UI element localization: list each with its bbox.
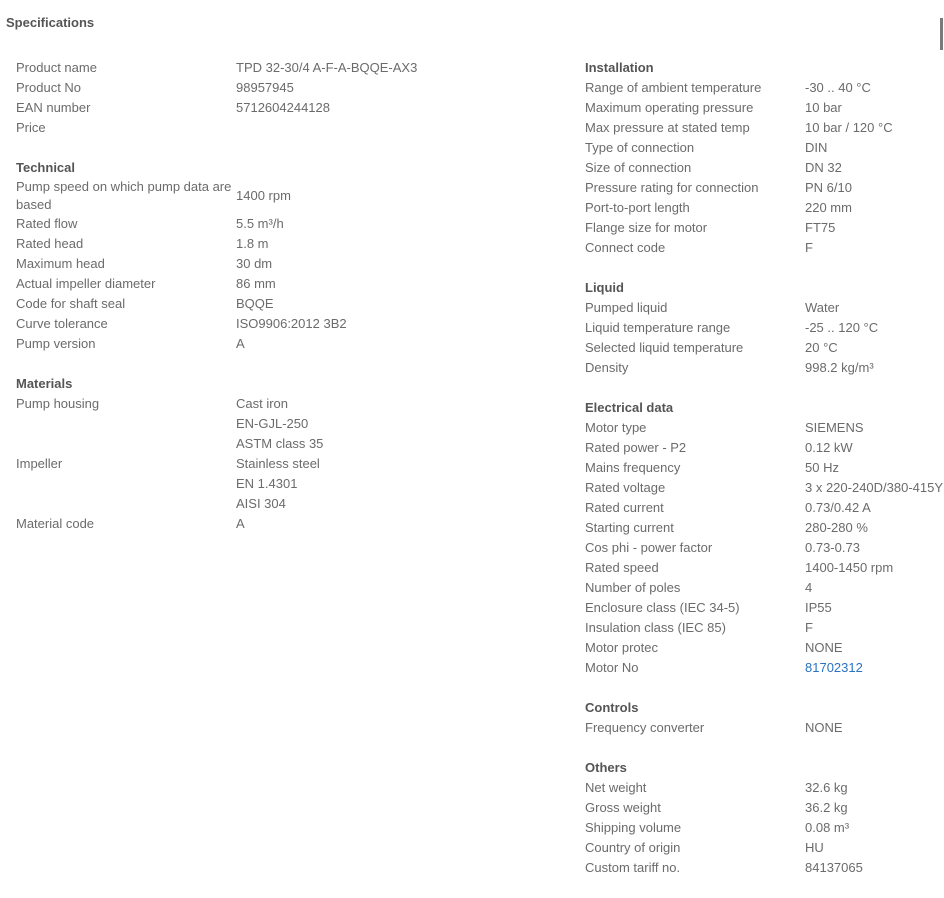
spec-label: Motor No	[585, 660, 639, 675]
motor-no-link[interactable]: 81702312	[805, 660, 863, 675]
spec-row	[585, 238, 944, 258]
technical-section	[16, 158, 556, 354]
spec-value: SIEMENS	[805, 420, 864, 435]
spec-value: BQQE	[236, 296, 274, 311]
spec-label: Motor protec	[585, 640, 658, 655]
section-title-others: Others	[585, 760, 627, 775]
spec-value: NONE	[805, 720, 843, 735]
spec-value: -30 .. 40 °C	[805, 80, 871, 95]
material-line: Cast iron	[236, 396, 289, 411]
spec-row	[585, 358, 944, 378]
spec-row	[585, 718, 944, 738]
spec-value: 10 bar	[805, 100, 842, 115]
spec-label: Starting current	[585, 520, 674, 535]
material-line: EN 1.4301	[236, 476, 298, 491]
spec-value: 32.6 kg	[805, 780, 848, 795]
spec-label: Size of connection	[585, 160, 692, 175]
spec-value: 98957945	[236, 80, 294, 95]
section-title-technical: Technical	[16, 160, 76, 175]
spec-row	[585, 838, 944, 858]
spec-value: F	[805, 620, 813, 635]
general-section	[16, 58, 556, 138]
spec-value: -25 .. 120 °C	[805, 320, 879, 335]
spec-value: 84137065	[805, 860, 863, 875]
right-column	[585, 58, 944, 898]
spec-value: Water	[805, 300, 840, 315]
section-title-liquid: Liquid	[585, 280, 624, 295]
spec-label: Liquid temperature range	[585, 320, 731, 335]
spec-label: Product No	[16, 80, 82, 95]
spec-value: DIN	[805, 140, 828, 155]
spec-value	[236, 394, 556, 454]
spec-row	[585, 558, 944, 578]
spec-row-impeller	[16, 454, 556, 514]
spec-row-material-code	[16, 514, 556, 534]
spec-value: ISO9906:2012 3B2	[236, 316, 347, 331]
spec-value: F	[805, 240, 813, 255]
spec-row	[585, 138, 944, 158]
spec-value: TPD 32-30/4 A-F-A-BQQE-AX3	[236, 60, 418, 75]
spec-label: Max pressure at stated temp	[585, 120, 750, 135]
spec-label: Rated head	[16, 236, 84, 251]
spec-value: FT75	[805, 220, 836, 235]
spec-value: 998.2 kg/m³	[805, 360, 874, 375]
section-title-materials: Materials	[16, 376, 73, 391]
spec-value: 5712604244128	[236, 100, 330, 115]
spec-row	[16, 234, 556, 254]
spec-row	[585, 598, 944, 618]
spec-row	[585, 638, 944, 658]
material-line: ASTM class 35	[236, 436, 324, 451]
spec-row-motor-no	[585, 658, 944, 678]
spec-label: Gross weight	[585, 800, 661, 815]
spec-row-product-no	[16, 78, 556, 98]
spec-value: A	[236, 336, 245, 351]
spec-value: 220 mm	[805, 200, 852, 215]
spec-row	[585, 478, 944, 498]
spec-label: Maximum head	[16, 256, 105, 271]
spec-row-price	[16, 118, 556, 138]
spec-label: Custom tariff no.	[585, 860, 681, 875]
spec-value: NONE	[805, 640, 843, 655]
spec-label: Pump version	[16, 336, 96, 351]
spec-row	[585, 818, 944, 838]
spec-row	[585, 438, 944, 458]
spec-label: Insulation class (IEC 85)	[585, 620, 726, 635]
material-line: AISI 304	[236, 496, 286, 511]
spec-label: Net weight	[585, 780, 647, 795]
section-title-electrical: Electrical data	[585, 400, 674, 415]
spec-value: 50 Hz	[805, 460, 839, 475]
spec-row	[585, 98, 944, 118]
spec-row	[585, 578, 944, 598]
spec-row	[585, 418, 944, 438]
spec-label: Rated power - P2	[585, 440, 687, 455]
spec-row-pump-housing	[16, 394, 556, 454]
spec-label: Selected liquid temperature	[585, 340, 744, 355]
spec-row	[585, 78, 944, 98]
spec-row	[585, 778, 944, 798]
electrical-section	[585, 398, 944, 678]
spec-value: 1400 rpm	[236, 188, 291, 203]
spec-label: Motor type	[585, 420, 647, 435]
spec-label: Rated flow	[16, 216, 78, 231]
spec-value: 10 bar / 120 °C	[805, 120, 893, 135]
spec-row	[585, 498, 944, 518]
spec-row-product-name	[16, 58, 556, 78]
spec-label: Enclosure class (IEC 34-5)	[585, 600, 740, 615]
spec-label: Type of connection	[585, 140, 695, 155]
spec-value: 0.08 m³	[805, 820, 850, 835]
scrollbar-thumb[interactable]	[940, 18, 943, 50]
spec-row	[585, 298, 944, 318]
spec-label: Actual impeller diameter	[16, 276, 156, 291]
left-column	[16, 58, 556, 554]
spec-row	[16, 294, 556, 314]
spec-value: 30 dm	[236, 256, 273, 271]
spec-row	[16, 274, 556, 294]
spec-row	[585, 338, 944, 358]
section-title-installation: Installation	[585, 60, 654, 75]
spec-value: 0.73/0.42 A	[805, 500, 871, 515]
spec-label: Code for shaft seal	[16, 296, 126, 311]
spec-value: 3 x 220-240D/380-415Y	[805, 480, 944, 495]
spec-row	[585, 158, 944, 178]
spec-label: Range of ambient temperature	[585, 80, 762, 95]
material-line: EN-GJL-250	[236, 416, 309, 431]
spec-label: Connect code	[585, 240, 666, 255]
spec-label: Density	[585, 360, 629, 375]
section-title-controls: Controls	[585, 700, 639, 715]
spec-value: 1400-1450 rpm	[805, 560, 894, 575]
spec-value: 0.12 kW	[805, 440, 853, 455]
spec-row	[16, 178, 556, 214]
spec-label: Frequency converter	[585, 720, 705, 735]
spec-label: Rated current	[585, 500, 664, 515]
spec-label: Curve tolerance	[16, 316, 108, 331]
controls-section	[585, 698, 944, 738]
spec-label: Port-to-port length	[585, 200, 690, 215]
spec-label: EAN number	[16, 100, 91, 115]
spec-row	[16, 334, 556, 354]
spec-value	[236, 454, 556, 514]
spec-label: Maximum operating pressure	[585, 100, 754, 115]
spec-row	[585, 458, 944, 478]
spec-value: HU	[805, 840, 824, 855]
spec-value: A	[236, 516, 245, 531]
liquid-section	[585, 278, 944, 378]
others-section	[585, 758, 944, 878]
spec-label: Cos phi - power factor	[585, 540, 713, 555]
spec-label: Flange size for motor	[585, 220, 708, 235]
spec-label: Product name	[16, 60, 97, 75]
spec-label: Pump speed on which pump data are based	[16, 179, 232, 212]
spec-row	[585, 318, 944, 338]
page-title: Specifications	[6, 15, 95, 30]
spec-row	[16, 254, 556, 274]
spec-row-ean-number	[16, 98, 556, 118]
spec-value: 36.2 kg	[805, 800, 848, 815]
spec-label: Rated voltage	[585, 480, 666, 495]
spec-row	[585, 198, 944, 218]
spec-label: Number of poles	[585, 580, 681, 595]
material-line: Stainless steel	[236, 456, 320, 471]
materials-section	[16, 374, 556, 534]
spec-value: 4	[805, 580, 813, 595]
spec-value: 280-280 %	[805, 520, 868, 535]
spec-row	[585, 798, 944, 818]
spec-label: Pressure rating for connection	[585, 180, 759, 195]
spec-label: Rated speed	[585, 560, 659, 575]
spec-row	[585, 538, 944, 558]
spec-value: IP55	[805, 600, 832, 615]
installation-section	[585, 58, 944, 258]
spec-row	[16, 314, 556, 334]
spec-label: Impeller	[16, 456, 63, 471]
spec-value: 1.8 m	[236, 236, 269, 251]
spec-row	[585, 218, 944, 238]
spec-label: Pump housing	[16, 396, 100, 411]
spec-label: Material code	[16, 516, 95, 531]
spec-label: Mains frequency	[585, 460, 681, 475]
spec-label: Price	[16, 120, 46, 135]
spec-value: DN 32	[805, 160, 842, 175]
spec-row	[585, 118, 944, 138]
spec-label: Country of origin	[585, 840, 681, 855]
spec-row	[585, 858, 944, 878]
spec-row	[16, 214, 556, 234]
spec-value: 86 mm	[236, 276, 276, 291]
spec-value: 20 °C	[805, 340, 838, 355]
spec-value: 0.73-0.73	[805, 540, 860, 555]
spec-label: Shipping volume	[585, 820, 682, 835]
spec-row	[585, 518, 944, 538]
spec-value: 5.5 m³/h	[236, 216, 284, 231]
spec-row	[585, 618, 944, 638]
spec-row	[585, 178, 944, 198]
spec-label: Pumped liquid	[585, 300, 668, 315]
spec-value: PN 6/10	[805, 180, 852, 195]
